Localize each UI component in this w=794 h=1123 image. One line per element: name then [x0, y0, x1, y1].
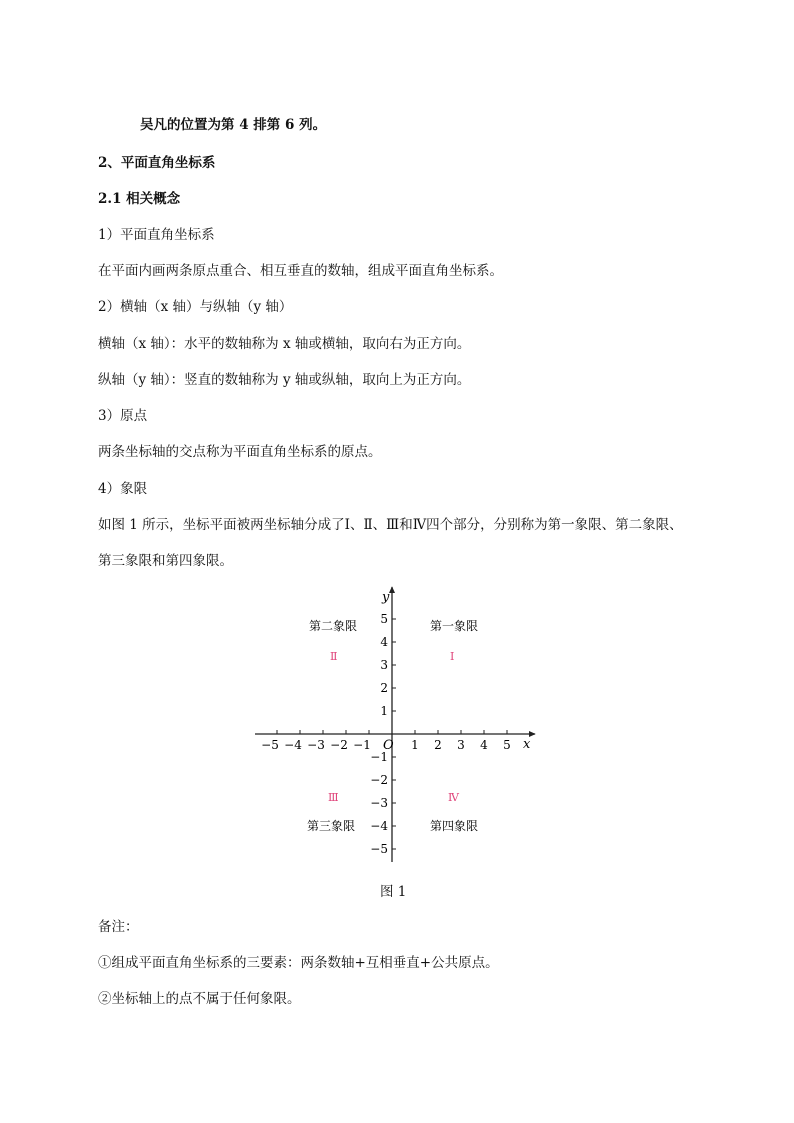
- x-tick-label: −3: [307, 738, 325, 752]
- text-line: 横轴（x 轴）：水平的数轴称为 x 轴或横轴，取向右为正方向。: [98, 336, 471, 352]
- item-heading: 3）原点: [98, 408, 148, 424]
- coordinate-plane-figure: [255, 582, 541, 864]
- quadrant-1-numeral: Ⅰ: [450, 650, 455, 663]
- y-tick-label: −3: [370, 796, 388, 810]
- item-heading: 4）象限: [98, 481, 148, 497]
- text-line: 两条坐标轴的交点称为平面直角坐标系的原点。: [98, 444, 382, 460]
- section-heading: 2、平面直角坐标系: [98, 155, 216, 171]
- x-axis-label: x: [523, 737, 531, 752]
- y-tick-label: 3: [380, 658, 388, 672]
- text-line: 纵轴（y 轴）：竖直的数轴称为 y 轴或纵轴，取向上为正方向。: [98, 372, 471, 388]
- figure-caption: 图 1: [380, 884, 407, 900]
- x-tick-label: 5: [503, 738, 511, 752]
- x-tick-label: 2: [434, 738, 442, 752]
- quadrant-3-numeral: Ⅲ: [328, 791, 339, 804]
- text-line: 在平面内画两条原点重合、相互垂直的数轴，组成平面直角坐标系。: [98, 263, 503, 279]
- y-tick-label: −5: [370, 842, 388, 856]
- quadrant-4-label: 第四象限: [430, 819, 479, 833]
- x-tick-label: −5: [261, 738, 279, 752]
- y-axis-label: y: [382, 590, 390, 605]
- x-tick-label: 4: [480, 738, 488, 752]
- quadrant-3-label: 第三象限: [307, 819, 356, 833]
- y-tick-label: 5: [380, 612, 388, 626]
- note-item: ①组成平面直角坐标系的三要素：两条数轴+互相垂直+公共原点。: [98, 955, 499, 971]
- quadrant-2-numeral: Ⅱ: [330, 650, 338, 663]
- text-line: 如图 1 所示，坐标平面被两坐标轴分成了Ⅰ、Ⅱ、Ⅲ和Ⅳ四个部分，分别称为第一象限、第二象限、: [98, 517, 683, 533]
- x-tick-label: −2: [330, 738, 348, 752]
- origin-label: O: [383, 738, 394, 753]
- x-tick-label: 3: [457, 738, 465, 752]
- item-heading: 2）横轴（x 轴）与纵轴（y 轴）: [98, 299, 293, 315]
- y-tick-label: 1: [380, 704, 388, 718]
- quadrant-2-label: 第二象限: [309, 619, 358, 633]
- quadrant-4-numeral: Ⅳ: [448, 791, 459, 804]
- x-tick-label: −1: [353, 738, 371, 752]
- y-tick-label: −1: [370, 750, 388, 764]
- subsection-heading: 2.1 相关概念: [98, 191, 181, 207]
- notes-heading: 备注：: [98, 919, 139, 935]
- y-tick-label: 2: [380, 681, 388, 695]
- y-tick-label: 4: [380, 635, 388, 649]
- item-heading: 1）平面直角坐标系: [98, 227, 215, 243]
- text-line: 吴凡的位置为第 4 排第 6 列。: [140, 117, 327, 133]
- x-tick-label: 1: [411, 738, 419, 752]
- quadrant-1-label: 第一象限: [430, 619, 479, 633]
- text-line: 第三象限和第四象限。: [98, 553, 233, 569]
- y-tick-label: −4: [370, 819, 388, 833]
- y-tick-label: −2: [370, 773, 388, 787]
- x-tick-label: −4: [284, 738, 302, 752]
- note-item: ②坐标轴上的点不属于任何象限。: [98, 991, 301, 1007]
